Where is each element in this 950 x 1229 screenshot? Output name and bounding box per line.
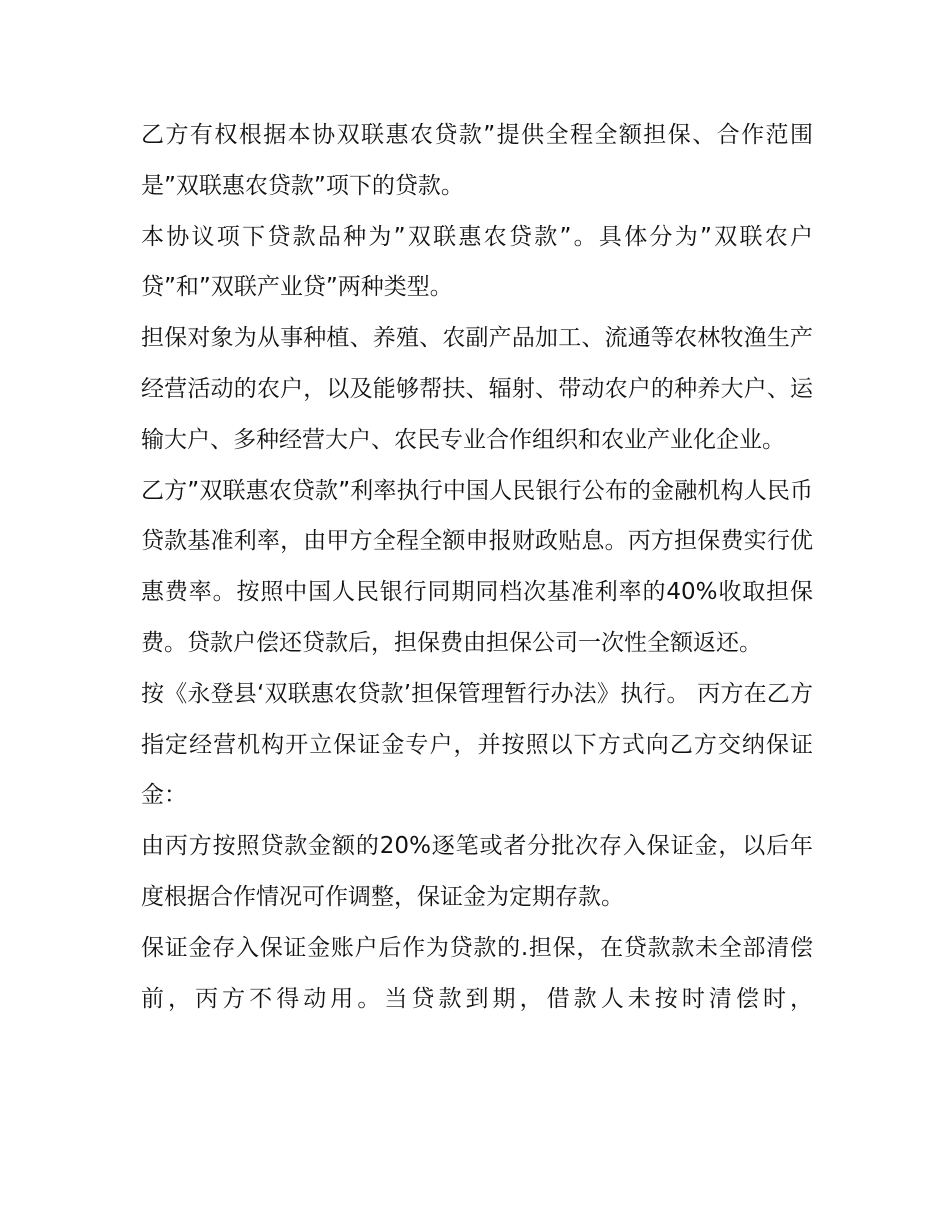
paragraph-deposit-ratio: 由丙方按照贷款金额的20%逐笔或者分批次存入保证金，以后年度根据合作情况可作调整，保证金为定期存款。 — [141, 833, 813, 910]
paragraph-deposit-usage: 保证金存入保证金账户后作为贷款的.担保，在贷款款未全部清偿前，丙方不得动用。当贷款到期，借款人未按时清偿时， — [141, 934, 813, 1012]
paragraph-deposit-account: 按《永登县‘双联惠农贷款’担保管理暂行办法》执行。 丙方在乙方指定经营机构开立保证金专户，并按照以下方式向乙方交纳保证金： — [141, 680, 813, 809]
paragraph-loan-types: 本协议项下贷款品种为”双联惠农贷款”。具体分为”双联农户贷”和”双联产业贷”两种类型。 — [141, 223, 813, 301]
document-body — [141, 110, 813, 1024]
paragraph-interest-and-fees: 乙方”双联惠农贷款”利率执行中国人民银行公布的金融机构人民币贷款基准利率，由甲方全程全额申报财政贴息。丙方担保费实行优惠费率。按照中国人民银行同期同档次基准利率的40%收取担保费。贷款户偿还贷款后，担保费由担保公司一次性全额返还。 — [141, 477, 813, 656]
paragraph-guarantee-targets: 担保对象为从事种植、养殖、农副产品加工、流通等农林牧渔生产经营活动的农户，以及能够帮扶、辐射、带动农户的种养大户、运输大户、多种经营大户、农民专业合作组织和农业产业化企业。 — [141, 325, 813, 453]
paragraph-guarantee-scope: 乙方有权根据本协双联惠农贷款”提供全程全额担保、合作范围是”双联惠农贷款”项下的贷款。 — [141, 122, 813, 199]
